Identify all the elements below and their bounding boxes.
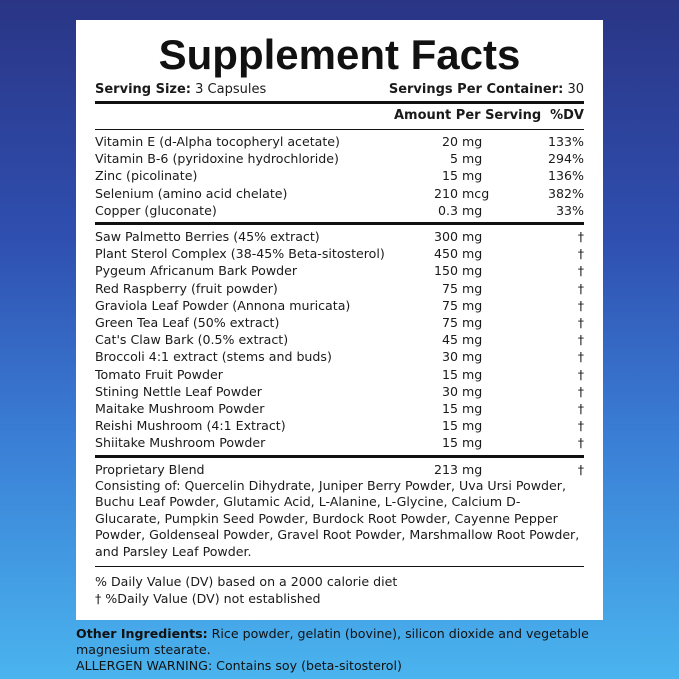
other-ingredients-text: Rice powder, gelatin (bovine), silicon dioxide and vegetable magnesium stearate. <box>76 626 589 657</box>
ingredient-row <box>95 417 584 434</box>
ingredient-dv: † <box>577 297 584 313</box>
amount-value: 75 <box>441 297 458 313</box>
ingredient-amount <box>402 314 524 331</box>
supplement-facts-panel <box>76 20 603 620</box>
servings-value: 30 <box>567 82 584 97</box>
ingredient-dv: 294% <box>547 151 584 167</box>
amount-value: 150 <box>433 263 458 279</box>
panel-title: Supplement Facts <box>158 31 521 78</box>
amount-value: 75 <box>441 280 458 296</box>
ingredient-amount <box>402 245 524 262</box>
ingredient-dv: † <box>577 435 584 451</box>
amount-value: 15 <box>441 401 458 417</box>
amount-unit: mg <box>462 246 483 262</box>
amount-unit: mg <box>462 418 483 434</box>
ingredient-row <box>95 348 584 365</box>
ingredient-amount <box>402 348 524 365</box>
other-ingredients <box>76 626 616 674</box>
amount-unit: mg <box>462 297 483 313</box>
amount-value: 210 <box>433 185 458 201</box>
ingredient-amount <box>402 434 524 451</box>
amount-value: 450 <box>433 246 458 262</box>
ingredient-amount <box>402 202 524 219</box>
ingredient-row <box>95 202 584 219</box>
amount-value: 30 <box>441 383 458 399</box>
ingredient-dv: † <box>577 280 584 296</box>
ingredient-row <box>95 245 584 262</box>
ingredient-amount <box>402 297 524 314</box>
ingredient-name: Stining Nettle Leaf Powder <box>95 383 262 399</box>
amount-value: 5 <box>449 151 458 167</box>
ingredient-row <box>95 185 584 202</box>
ingredient-amount <box>402 400 524 417</box>
amount-unit: mg <box>462 229 483 245</box>
herb-rows <box>95 225 584 455</box>
ingredient-name: Vitamin B-6 (pyridoxine hydrochloride) <box>95 151 339 167</box>
amount-value: 300 <box>433 229 458 245</box>
footnote-dv: % Daily Value (DV) based on a 2000 calorie diet <box>95 574 398 590</box>
ingredient-dv: † <box>577 418 584 434</box>
ingredient-row <box>95 366 584 383</box>
amount-value: 15 <box>441 168 458 184</box>
ingredient-dv: 136% <box>547 168 584 184</box>
ingredient-name: Graviola Leaf Powder (Annona muricata) <box>95 297 351 313</box>
amount-unit: mg <box>462 366 483 382</box>
ingredient-row <box>95 133 584 150</box>
blend-section <box>95 458 584 564</box>
ingredient-row <box>95 262 584 279</box>
amount-value: 75 <box>441 315 458 331</box>
ingredient-amount <box>402 167 524 184</box>
amount-unit: mg <box>462 435 483 451</box>
ingredient-name: Plant Sterol Complex (38-45% Beta-sitosterol) <box>95 246 385 262</box>
ingredient-row <box>95 228 584 245</box>
amount-unit: mcg <box>462 185 490 201</box>
ingredient-dv: † <box>577 229 584 245</box>
ingredient-row <box>95 314 584 331</box>
amount-unit: mg <box>462 280 483 296</box>
ingredient-name: Saw Palmetto Berries (45% extract) <box>95 229 320 245</box>
ingredient-row <box>95 400 584 417</box>
amount-unit: mg <box>462 461 483 477</box>
ingredient-amount <box>402 262 524 279</box>
ingredient-dv: † <box>577 349 584 365</box>
ingredient-dv: † <box>577 401 584 417</box>
amount-unit: mg <box>462 315 483 331</box>
ingredient-dv: † <box>577 263 584 279</box>
ingredient-dv: † <box>577 461 584 477</box>
amount-value: 45 <box>441 332 458 348</box>
amount-header: Amount Per Serving <box>394 108 542 123</box>
amount-value: 0.3 <box>437 202 458 218</box>
ingredient-name: Broccoli 4:1 extract (stems and buds) <box>95 349 332 365</box>
ingredient-row <box>95 297 584 314</box>
ingredient-name: Maitake Mushroom Powder <box>95 401 265 417</box>
ingredient-amount <box>402 417 524 434</box>
amount-unit: mg <box>462 168 483 184</box>
blend-consisting: Consisting of: Quercelin Dihydrate, Juniper Berry Powder, Uva Ursi Powder, Buchu Leaf Powder, Glutamic Acid, L-Alanine, L-Glycine, Calcium D-Glucarate, Pumpkin Seed Powder, Burdock Root Powder, Cayenne Pepper Powder, Goldenseal Powder, Gravel Root Powder, Marshmallow Root Powder, and Parsley Leaf Powder. <box>95 477 580 559</box>
amount-unit: mg <box>462 349 483 365</box>
ingredient-dv: 382% <box>547 185 584 201</box>
serving-size-label: Serving Size: <box>95 82 192 97</box>
ingredient-name: Shiitake Mushroom Powder <box>95 435 266 451</box>
amount-unit: mg <box>462 401 483 417</box>
footnotes <box>95 567 584 607</box>
ingredient-row <box>95 280 584 297</box>
ingredient-row <box>95 167 584 184</box>
serving-info <box>95 82 584 97</box>
ingredient-amount <box>402 461 524 478</box>
amount-value: 20 <box>441 134 458 149</box>
blend-row <box>95 461 584 478</box>
amount-value: 15 <box>441 418 458 434</box>
amount-unit: mg <box>462 202 483 218</box>
amount-unit: mg <box>462 383 483 399</box>
ingredient-name: Tomato Fruit Powder <box>95 366 223 382</box>
ingredient-row <box>95 434 584 451</box>
serving-size-value: 3 Capsules <box>195 82 267 97</box>
ingredient-row <box>95 331 584 348</box>
other-ingredients-label: Other Ingredients: <box>76 626 208 641</box>
amount-unit: mg <box>462 332 483 348</box>
ingredient-dv: † <box>577 366 584 382</box>
ingredient-dv: † <box>577 315 584 331</box>
ingredient-name: Zinc (picolinate) <box>95 168 198 184</box>
ingredient-amount <box>402 228 524 245</box>
ingredient-dv: † <box>577 332 584 348</box>
ingredient-name: Cat's Claw Bark (0.5% extract) <box>95 332 289 348</box>
ingredient-amount <box>402 331 524 348</box>
ingredient-name: Reishi Mushroom (4:1 Extract) <box>95 418 286 434</box>
amount-unit: mg <box>462 134 483 149</box>
ingredient-amount <box>402 133 524 150</box>
ingredient-amount <box>402 150 524 167</box>
ingredient-name: Pygeum Africanum Bark Powder <box>95 263 298 279</box>
servings-per-container <box>389 82 584 97</box>
ingredient-amount <box>402 280 524 297</box>
footnote-dagger: † %Daily Value (DV) not established <box>95 591 321 607</box>
servings-label: Servings Per Container: <box>388 82 564 97</box>
ingredient-name: Copper (gluconate) <box>95 202 217 218</box>
ingredient-name: Red Raspberry (fruit powder) <box>95 280 278 296</box>
ingredient-row <box>95 383 584 400</box>
allergen-warning: ALLERGEN WARNING: Contains soy (beta-sitosterol) <box>76 658 402 673</box>
ingredient-name: Selenium (amino acid chelate) <box>95 185 288 201</box>
ingredient-amount <box>402 366 524 383</box>
amount-unit: mg <box>462 151 483 167</box>
amount-unit: mg <box>462 263 483 279</box>
vitamin-rows <box>95 130 584 222</box>
ingredient-name: Vitamin E (d-Alpha tocopheryl acetate) <box>95 134 340 149</box>
ingredient-amount <box>402 185 524 202</box>
ingredient-amount <box>402 383 524 400</box>
column-header <box>95 104 584 129</box>
amount-value: 15 <box>441 435 458 451</box>
ingredient-row <box>95 150 584 167</box>
amount-value: 30 <box>441 349 458 365</box>
amount-value: 15 <box>441 366 458 382</box>
ingredient-dv: † <box>577 383 584 399</box>
amount-value: 213 <box>433 461 458 477</box>
ingredient-name: Proprietary Blend <box>95 461 205 477</box>
ingredient-dv: † <box>577 246 584 262</box>
dv-header: %DV <box>550 108 584 123</box>
ingredient-name: Green Tea Leaf (50% extract) <box>95 315 280 331</box>
ingredient-dv: 33% <box>556 202 584 218</box>
ingredient-dv: 133% <box>547 134 584 149</box>
serving-size <box>95 82 266 97</box>
